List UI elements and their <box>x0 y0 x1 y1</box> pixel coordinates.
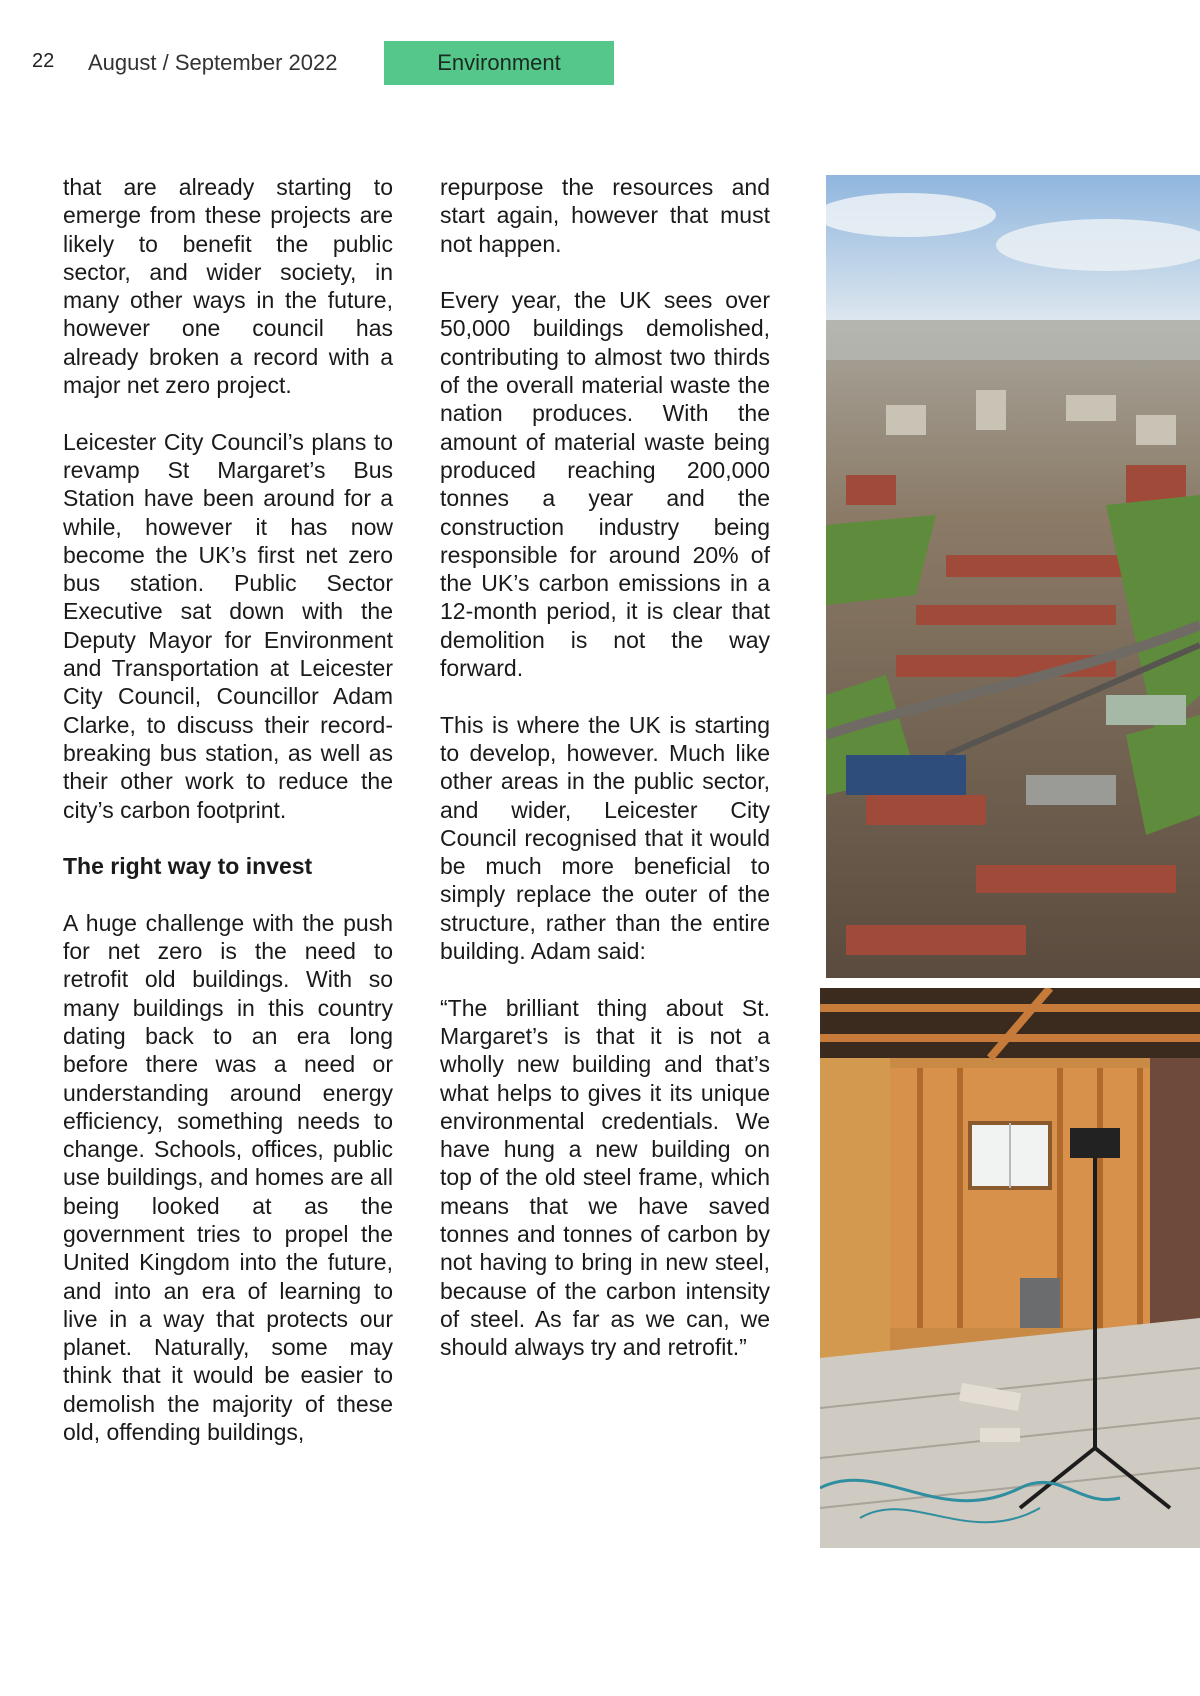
paragraph: A huge challenge with the push for net zero is the need to retrofit old buildings. With so many buildings in this country dating back to an era long before there was a need or understanding around energy efficiency, something needs to change. Schools, offices, public use buildings, and homes are all being looked at as the government tries to propel the United Kingdom into the future, and into an era of learning to live in a way that protects our planet. Naturally, some may think that it would be easier to demolish the majority of these old, offending buildings, <box>63 909 393 1446</box>
quote-paragraph: “The brilliant thing about St. Margaret’s is that it is not a wholly new building and that’s what helps to gives it its unique environmental credentials. We have hung a new building on top of the old steel frame, which means that we have saved tonnes and tonnes of carbon by not having to bring in new steel, because of the carbon intensity of steel. As far as we can, we should always try and retrofit.” <box>440 994 770 1361</box>
page-number: 22 <box>32 50 55 72</box>
interior-renovation-photo <box>820 988 1200 1548</box>
paragraph: repurpose the resources and start again, however that must not happen. <box>440 174 770 257</box>
aerial-city-photo <box>826 175 1200 978</box>
subheading: The right way to invest <box>63 853 313 880</box>
section-tag: Environment <box>384 41 614 85</box>
paragraph: Every year, the UK sees over 50,000 buildings demolished, contributing to almost two thirds of the overall material waste the nation produces. With the amount of material waste being produced reaching 200,000 tonnes a year and the construction industry being responsible for around 20% of the UK’s carbon emissions in a 12-month period, it is clear that demolition is not the way forward. <box>440 287 770 682</box>
paragraph: that are already starting to emerge from these projects are likely to benefit the public sector, and wider society, in many other ways in the future, however one council has already broken a record with a major net zero project. <box>63 174 393 399</box>
article-column-1 <box>63 173 393 1475</box>
paragraph: Leicester City Council’s plans to revamp St Margaret’s Bus Station have been around for a while, however it has now become the UK’s first net zero bus station. Public Sector Executive sat down with the Deputy Mayor for Environment and Transportation at Leicester City Council, Councillor Adam Clarke, to discuss their record-breaking bus station, as well as their other work to reduce the city’s carbon footprint. <box>63 428 393 823</box>
issue-date: August / September 2022 <box>88 50 338 75</box>
article-column-2 <box>440 173 770 1390</box>
paragraph: This is where the UK is starting to develop, however. Much like other areas in the public sector, and wider, Leicester City Council recognised that it would be much more beneficial to simply replace the outer of the structure, rather than the entire building. Adam said: <box>440 711 770 965</box>
